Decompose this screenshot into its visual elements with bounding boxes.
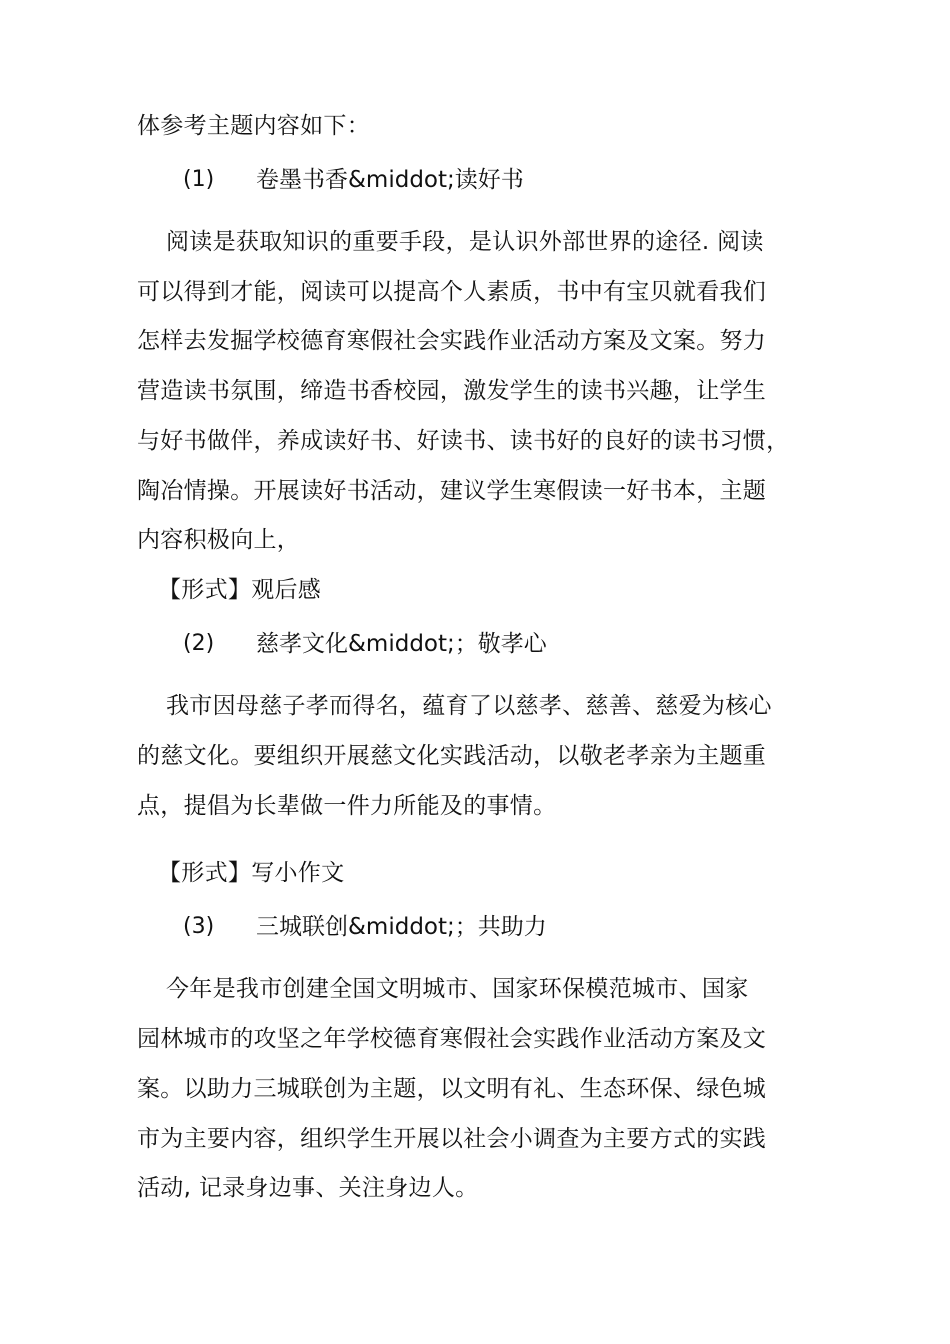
- paragraph-line: 案。以助力三城联创为主题，以文明有礼、生态环保、绿色城: [137, 1076, 767, 1102]
- paragraph-line: 与好书做伴，养成读好书、好读书、读书好的良好的读书习惯，: [137, 428, 790, 454]
- paragraph-line: 营造读书氛围，缔造书香校园，激发学生的读书兴趣，让学生: [137, 378, 767, 404]
- paragraph-line: 活动, 记录身边事、关注身边人。: [137, 1175, 479, 1201]
- section-title: 卷墨书香&middot;读好书: [256, 167, 524, 193]
- paragraph-line: 园林城市的攻坚之年学校德育寒假社会实践作业活动方案及文: [137, 1026, 767, 1052]
- paragraph-line: 怎样去发掘学校德育寒假社会实践作业活动方案及文案。努力: [137, 328, 767, 354]
- paragraph-line: 可以得到才能，阅读可以提高个人素质，书中有宝贝就看我们: [137, 279, 767, 305]
- paragraph-line: 的慈文化。要组织开展慈文化实践活动，以敬老孝亲为主题重: [137, 743, 767, 769]
- paragraph-line: 点，提倡为长辈做一件力所能及的事情。: [137, 793, 557, 819]
- paragraph-line: 陶冶情操。开展读好书活动，建议学生寒假读一好书本，主题: [137, 478, 767, 504]
- paragraph-line: 内容积极向上，: [137, 527, 301, 553]
- paragraph-line: 我市因母慈子孝而得名，蕴育了以慈孝、慈善、慈爱为核心: [166, 693, 772, 719]
- paragraph-line: 阅读是获取知识的重要手段，是认识外部世界的途径. 阅读: [166, 229, 764, 255]
- paragraph-line: 今年是我市创建全国文明城市、国家环保模范城市、国家: [166, 976, 749, 1002]
- section-number: (1): [183, 167, 215, 192]
- paragraph-line: 市为主要内容，组织学生开展以社会小调查为主要方式的实践: [137, 1126, 767, 1152]
- form-label: 【形式】写小作文: [158, 860, 345, 886]
- section-number: (3): [183, 914, 215, 939]
- section-title: 三城联创&middot;；共助力: [256, 914, 547, 940]
- intro-text: 体参考主题内容如下：: [137, 113, 370, 139]
- section-number: (2): [183, 631, 215, 656]
- section-title: 慈孝文化&middot;；敬孝心: [256, 631, 547, 657]
- form-label: 【形式】观后感: [158, 577, 322, 603]
